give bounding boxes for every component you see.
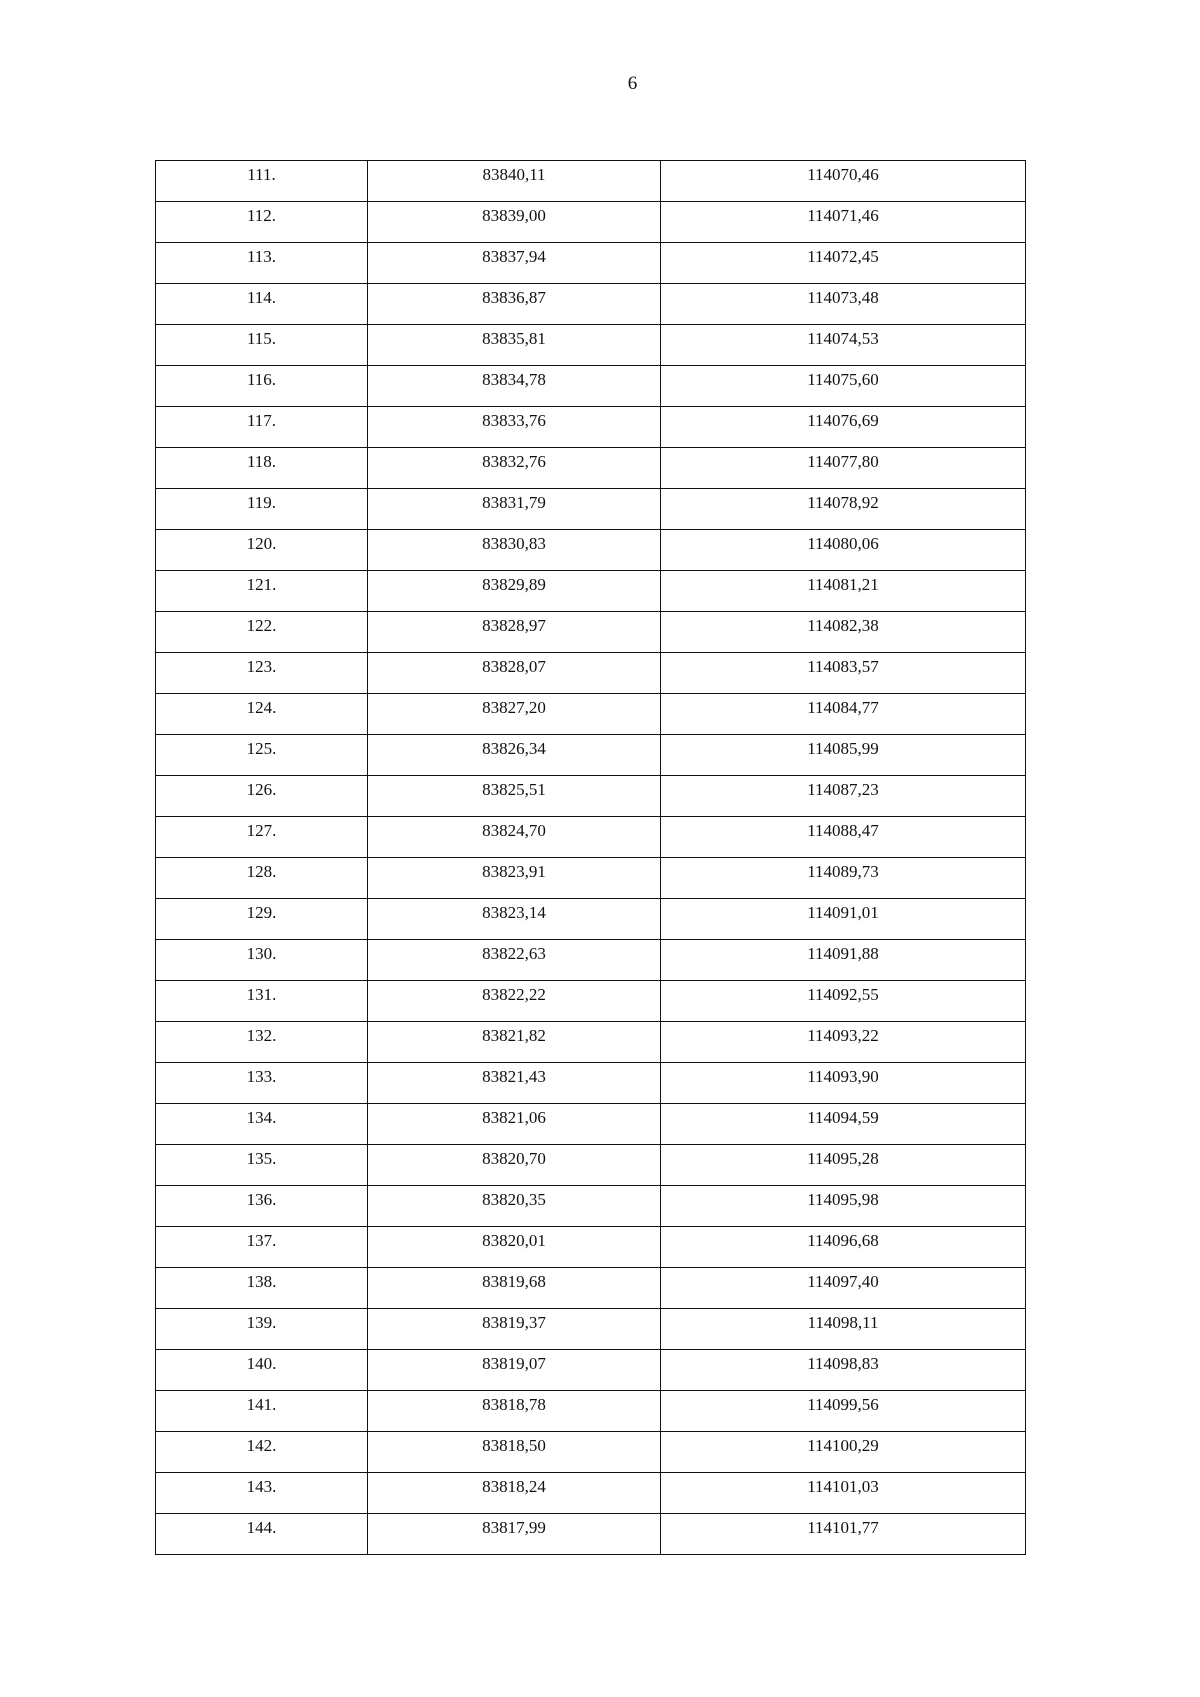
point-number-cell [156, 1432, 368, 1473]
x-coordinate-cell [368, 284, 661, 325]
y-coordinate-cell [661, 1186, 1026, 1227]
point-number-cell [156, 1309, 368, 1350]
x-coordinate-value: 83821,82 [482, 1026, 546, 1045]
x-coordinate-cell [368, 653, 661, 694]
table-row [156, 530, 1026, 571]
table-row [156, 899, 1026, 940]
table-row [156, 571, 1026, 612]
x-coordinate-value: 83820,35 [482, 1190, 546, 1209]
point-number-cell [156, 694, 368, 735]
y-coordinate-value: 114077,80 [807, 452, 879, 471]
x-coordinate-cell [368, 735, 661, 776]
point-number-value: 139. [246, 1313, 277, 1332]
x-coordinate-value: 83825,51 [482, 780, 546, 799]
table-row [156, 694, 1026, 735]
point-number-value: 128. [246, 862, 277, 881]
point-number-value: 124. [246, 698, 277, 717]
point-number-value: 114. [246, 288, 277, 307]
table-row [156, 1391, 1026, 1432]
y-coordinate-cell [661, 1432, 1026, 1473]
x-coordinate-value: 83828,07 [482, 657, 546, 676]
x-coordinate-cell [368, 1309, 661, 1350]
x-coordinate-cell [368, 489, 661, 530]
point-number-cell [156, 858, 368, 899]
table-row [156, 366, 1026, 407]
y-coordinate-cell [661, 1022, 1026, 1063]
y-coordinate-value: 114078,92 [807, 493, 879, 512]
x-coordinate-cell [368, 1268, 661, 1309]
point-number-value: 113. [246, 247, 277, 266]
point-number-cell [156, 1514, 368, 1555]
x-coordinate-cell [368, 1022, 661, 1063]
y-coordinate-cell [661, 489, 1026, 530]
point-number-value: 125. [246, 739, 277, 758]
y-coordinate-value: 114101,03 [807, 1477, 879, 1496]
point-number-value: 137. [246, 1231, 277, 1250]
table-row [156, 817, 1026, 858]
point-number-cell [156, 161, 368, 202]
y-coordinate-value: 114085,99 [807, 739, 879, 758]
y-coordinate-value: 114089,73 [807, 862, 879, 881]
point-number-cell [156, 817, 368, 858]
y-coordinate-cell [661, 530, 1026, 571]
x-coordinate-cell [368, 858, 661, 899]
y-coordinate-value: 114100,29 [807, 1436, 879, 1455]
table-row [156, 776, 1026, 817]
x-coordinate-cell [368, 1104, 661, 1145]
y-coordinate-cell [661, 940, 1026, 981]
y-coordinate-cell [661, 1063, 1026, 1104]
y-coordinate-value: 114093,22 [807, 1026, 879, 1045]
y-coordinate-value: 114093,90 [807, 1067, 879, 1086]
y-coordinate-cell [661, 161, 1026, 202]
table-row [156, 1063, 1026, 1104]
y-coordinate-cell [661, 1268, 1026, 1309]
x-coordinate-value: 83819,07 [482, 1354, 546, 1373]
y-coordinate-cell [661, 694, 1026, 735]
y-coordinate-cell [661, 448, 1026, 489]
point-number-cell [156, 612, 368, 653]
point-number-value: 131. [246, 985, 277, 1004]
x-coordinate-value: 83819,37 [482, 1313, 546, 1332]
y-coordinate-value: 114095,28 [807, 1149, 879, 1168]
x-coordinate-cell [368, 776, 661, 817]
x-coordinate-cell [368, 1350, 661, 1391]
table-row [156, 735, 1026, 776]
table-row [156, 940, 1026, 981]
point-number-value: 135. [246, 1149, 277, 1168]
point-number-value: 127. [246, 821, 277, 840]
point-number-cell [156, 530, 368, 571]
y-coordinate-value: 114094,59 [807, 1108, 879, 1127]
y-coordinate-cell [661, 1145, 1026, 1186]
x-coordinate-cell [368, 817, 661, 858]
point-number-cell [156, 571, 368, 612]
x-coordinate-cell [368, 243, 661, 284]
y-coordinate-value: 114082,38 [807, 616, 879, 635]
x-coordinate-cell [368, 1145, 661, 1186]
point-number-value: 117. [246, 411, 277, 430]
x-coordinate-value: 83820,70 [482, 1149, 546, 1168]
coordinates-table-body [156, 161, 1026, 1555]
x-coordinate-value: 83830,83 [482, 534, 546, 553]
point-number-cell [156, 243, 368, 284]
x-coordinate-value: 83839,00 [482, 206, 546, 225]
table-row [156, 1227, 1026, 1268]
table-row [156, 448, 1026, 489]
x-coordinate-cell [368, 1514, 661, 1555]
point-number-cell [156, 202, 368, 243]
table-row [156, 1268, 1026, 1309]
point-number-cell [156, 735, 368, 776]
table-row [156, 325, 1026, 366]
y-coordinate-value: 114071,46 [807, 206, 879, 225]
x-coordinate-value: 83828,97 [482, 616, 546, 635]
y-coordinate-cell [661, 325, 1026, 366]
y-coordinate-cell [661, 366, 1026, 407]
point-number-value: 116. [246, 370, 277, 389]
x-coordinate-value: 83821,43 [482, 1067, 546, 1086]
table-row [156, 1514, 1026, 1555]
x-coordinate-cell [368, 202, 661, 243]
point-number-value: 136. [246, 1190, 277, 1209]
x-coordinate-value: 83834,78 [482, 370, 546, 389]
y-coordinate-cell [661, 612, 1026, 653]
x-coordinate-value: 83840,11 [482, 165, 546, 184]
point-number-cell [156, 1022, 368, 1063]
point-number-value: 121. [246, 575, 277, 594]
x-coordinate-cell [368, 1432, 661, 1473]
point-number-cell [156, 1104, 368, 1145]
y-coordinate-value: 114098,11 [807, 1313, 879, 1332]
point-number-cell [156, 1227, 368, 1268]
x-coordinate-value: 83818,50 [482, 1436, 546, 1455]
point-number-value: 126. [246, 780, 277, 799]
y-coordinate-cell [661, 284, 1026, 325]
point-number-cell [156, 653, 368, 694]
y-coordinate-value: 114074,53 [807, 329, 879, 348]
y-coordinate-cell [661, 1104, 1026, 1145]
y-coordinate-cell [661, 1473, 1026, 1514]
y-coordinate-cell [661, 735, 1026, 776]
y-coordinate-cell [661, 1350, 1026, 1391]
point-number-cell [156, 1473, 368, 1514]
point-number-cell [156, 489, 368, 530]
x-coordinate-value: 83823,14 [482, 903, 546, 922]
table-row [156, 161, 1026, 202]
x-coordinate-cell [368, 694, 661, 735]
y-coordinate-value: 114095,98 [807, 1190, 879, 1209]
point-number-cell [156, 940, 368, 981]
y-coordinate-value: 114075,60 [807, 370, 879, 389]
x-coordinate-cell [368, 1391, 661, 1432]
page-number: 6 [627, 73, 638, 94]
y-coordinate-cell [661, 817, 1026, 858]
point-number-value: 141. [246, 1395, 277, 1414]
x-coordinate-value: 83835,81 [482, 329, 546, 348]
table-row [156, 1186, 1026, 1227]
point-number-value: 132. [246, 1026, 277, 1045]
x-coordinate-value: 83837,94 [482, 247, 546, 266]
x-coordinate-value: 83831,79 [482, 493, 546, 512]
point-number-value: 143. [246, 1477, 277, 1496]
y-coordinate-cell [661, 1309, 1026, 1350]
x-coordinate-value: 83823,91 [482, 862, 546, 881]
point-number-cell [156, 776, 368, 817]
y-coordinate-value: 114070,46 [807, 165, 879, 184]
point-number-cell [156, 1268, 368, 1309]
y-coordinate-value: 114080,06 [807, 534, 879, 553]
x-coordinate-cell [368, 899, 661, 940]
y-coordinate-value: 114091,01 [807, 903, 879, 922]
y-coordinate-value: 114101,77 [807, 1518, 879, 1537]
y-coordinate-cell [661, 1391, 1026, 1432]
x-coordinate-value: 83829,89 [482, 575, 546, 594]
x-coordinate-cell [368, 325, 661, 366]
table-row [156, 243, 1026, 284]
point-number-value: 120. [246, 534, 277, 553]
y-coordinate-value: 114099,56 [807, 1395, 879, 1414]
y-coordinate-value: 114084,77 [807, 698, 879, 717]
point-number-cell [156, 1350, 368, 1391]
y-coordinate-value: 114083,57 [807, 657, 879, 676]
point-number-value: 123. [246, 657, 277, 676]
table-row [156, 284, 1026, 325]
x-coordinate-cell [368, 1227, 661, 1268]
y-coordinate-cell [661, 858, 1026, 899]
point-number-cell [156, 1145, 368, 1186]
x-coordinate-value: 83832,76 [482, 452, 546, 471]
point-number-value: 138. [246, 1272, 277, 1291]
x-coordinate-cell [368, 1473, 661, 1514]
point-number-cell [156, 1186, 368, 1227]
point-number-value: 118. [246, 452, 277, 471]
table-row [156, 489, 1026, 530]
point-number-cell [156, 1391, 368, 1432]
table-row [156, 1350, 1026, 1391]
point-number-cell [156, 899, 368, 940]
x-coordinate-value: 83833,76 [482, 411, 546, 430]
y-coordinate-cell [661, 1227, 1026, 1268]
point-number-value: 111. [247, 165, 276, 184]
y-coordinate-cell [661, 981, 1026, 1022]
table-row [156, 1473, 1026, 1514]
x-coordinate-cell [368, 448, 661, 489]
x-coordinate-cell [368, 407, 661, 448]
y-coordinate-value: 114088,47 [807, 821, 879, 840]
point-number-cell [156, 284, 368, 325]
table-row [156, 202, 1026, 243]
table-row [156, 981, 1026, 1022]
x-coordinate-value: 83821,06 [482, 1108, 546, 1127]
table-row [156, 1145, 1026, 1186]
y-coordinate-cell [661, 407, 1026, 448]
point-number-value: 140. [246, 1354, 277, 1373]
y-coordinate-cell [661, 653, 1026, 694]
x-coordinate-value: 83822,22 [482, 985, 546, 1004]
y-coordinate-value: 114076,69 [807, 411, 879, 430]
x-coordinate-cell [368, 530, 661, 571]
point-number-cell [156, 366, 368, 407]
x-coordinate-value: 83822,63 [482, 944, 546, 963]
point-number-value: 142. [246, 1436, 277, 1455]
y-coordinate-cell [661, 202, 1026, 243]
y-coordinate-value: 114091,88 [807, 944, 879, 963]
point-number-value: 119. [246, 493, 277, 512]
point-number-value: 115. [246, 329, 277, 348]
point-number-cell [156, 325, 368, 366]
y-coordinate-value: 114072,45 [807, 247, 879, 266]
point-number-cell [156, 981, 368, 1022]
x-coordinate-cell [368, 940, 661, 981]
x-coordinate-value: 83818,78 [482, 1395, 546, 1414]
y-coordinate-cell [661, 243, 1026, 284]
x-coordinate-cell [368, 981, 661, 1022]
point-number-cell [156, 1063, 368, 1104]
table-row [156, 858, 1026, 899]
coordinates-table [155, 160, 1026, 1555]
x-coordinate-value: 83827,20 [482, 698, 546, 717]
table-row [156, 1432, 1026, 1473]
point-number-cell [156, 407, 368, 448]
x-coordinate-value: 83820,01 [482, 1231, 546, 1250]
x-coordinate-cell [368, 366, 661, 407]
x-coordinate-value: 83826,34 [482, 739, 546, 758]
point-number-value: 112. [246, 206, 277, 225]
table-row [156, 1022, 1026, 1063]
x-coordinate-cell [368, 612, 661, 653]
table-row [156, 407, 1026, 448]
point-number-value: 144. [246, 1518, 277, 1537]
x-coordinate-value: 83836,87 [482, 288, 546, 307]
point-number-value: 133. [246, 1067, 277, 1086]
y-coordinate-cell [661, 1514, 1026, 1555]
x-coordinate-value: 83819,68 [482, 1272, 546, 1291]
y-coordinate-cell [661, 571, 1026, 612]
y-coordinate-value: 114096,68 [807, 1231, 879, 1250]
point-number-value: 130. [246, 944, 277, 963]
x-coordinate-value: 83817,99 [482, 1518, 546, 1537]
y-coordinate-value: 114087,23 [807, 780, 879, 799]
y-coordinate-value: 114081,21 [807, 575, 879, 594]
x-coordinate-cell [368, 1186, 661, 1227]
table-row [156, 653, 1026, 694]
table-row [156, 1104, 1026, 1145]
x-coordinate-cell [368, 1063, 661, 1104]
y-coordinate-value: 114092,55 [807, 985, 879, 1004]
point-number-value: 122. [246, 616, 277, 635]
point-number-value: 134. [246, 1108, 277, 1127]
table-row [156, 1309, 1026, 1350]
x-coordinate-cell [368, 161, 661, 202]
y-coordinate-value: 114073,48 [807, 288, 879, 307]
x-coordinate-cell [368, 571, 661, 612]
point-number-cell [156, 448, 368, 489]
y-coordinate-cell [661, 899, 1026, 940]
y-coordinate-cell [661, 776, 1026, 817]
x-coordinate-value: 83824,70 [482, 821, 546, 840]
table-row [156, 612, 1026, 653]
x-coordinate-value: 83818,24 [482, 1477, 546, 1496]
point-number-value: 129. [246, 903, 277, 922]
y-coordinate-value: 114097,40 [807, 1272, 879, 1291]
y-coordinate-value: 114098,83 [807, 1354, 879, 1373]
